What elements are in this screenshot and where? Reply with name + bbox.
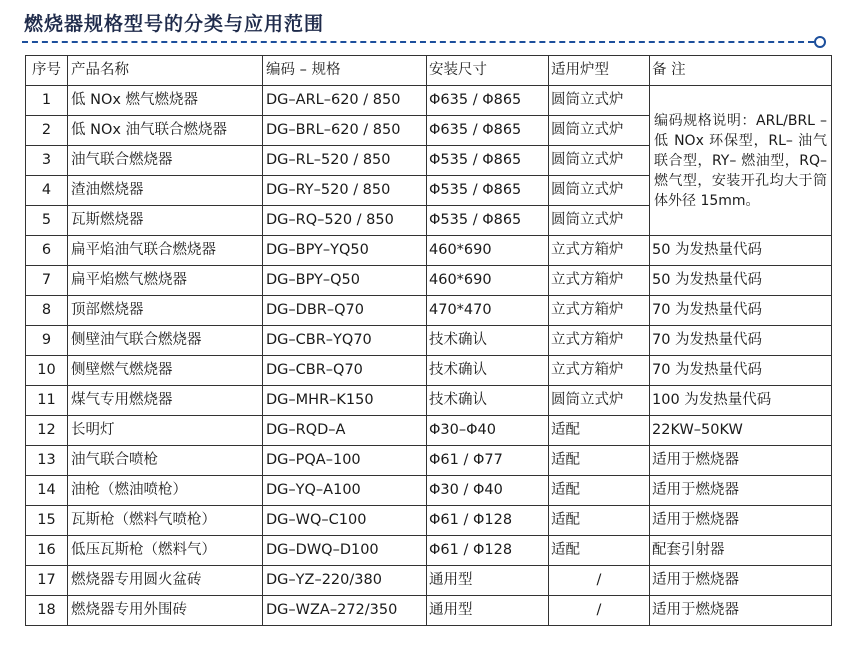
cell-product-name: 煤气专用燃烧器 (68, 386, 263, 416)
cell-code-spec: DG–BPY–YQ50 (263, 236, 427, 266)
cell-code-spec: DG–YZ–220/380 (263, 566, 427, 596)
table-row (26, 386, 832, 416)
cell-index: 17 (26, 566, 68, 596)
table-row (26, 326, 832, 356)
cell-furnace-type: 圆筒立式炉 (549, 206, 650, 236)
cell-furnace-type: 立式方箱炉 (549, 326, 650, 356)
table-row (26, 506, 832, 536)
cell-furnace-type: / (549, 596, 650, 626)
cell-remarks: 50 为发热量代码 (650, 236, 832, 266)
header-remarks: 备 注 (650, 56, 832, 86)
cell-furnace-type: 立式方箱炉 (549, 266, 650, 296)
cell-code-spec: DG–CBR–YQ70 (263, 326, 427, 356)
header-code-spec: 编码 – 规格 (263, 56, 427, 86)
cell-furnace-type: 适配 (549, 416, 650, 446)
cell-furnace-type: 适配 (549, 446, 650, 476)
cell-install-size: Φ30 / Φ40 (427, 476, 549, 506)
header-product-name: 产品名称 (68, 56, 263, 86)
cell-remarks: 适用于燃烧器 (650, 506, 832, 536)
cell-index: 5 (26, 206, 68, 236)
cell-install-size: 470*470 (427, 296, 549, 326)
cell-furnace-type: 立式方箱炉 (549, 296, 650, 326)
cell-index: 8 (26, 296, 68, 326)
cell-product-name: 渣油燃烧器 (68, 176, 263, 206)
cell-remarks: 适用于燃烧器 (650, 476, 832, 506)
cell-install-size: Φ61 / Φ128 (427, 536, 549, 566)
cell-furnace-type: 适配 (549, 536, 650, 566)
cell-install-size: Φ61 / Φ77 (427, 446, 549, 476)
cell-furnace-type: 圆筒立式炉 (549, 386, 650, 416)
cell-code-spec: DG–RL–520 / 850 (263, 146, 427, 176)
cell-remarks: 100 为发热量代码 (650, 386, 832, 416)
cell-remarks: 70 为发热量代码 (650, 356, 832, 386)
cell-index: 12 (26, 416, 68, 446)
cell-product-name: 低压瓦斯枪（燃料气） (68, 536, 263, 566)
cell-install-size: 技术确认 (427, 356, 549, 386)
cell-index: 15 (26, 506, 68, 536)
header-index: 序号 (26, 56, 68, 86)
cell-furnace-type: 圆筒立式炉 (549, 176, 650, 206)
cell-product-name: 瓦斯燃烧器 (68, 206, 263, 236)
cell-remarks: 70 为发热量代码 (650, 296, 832, 326)
cell-install-size: Φ635 / Φ865 (427, 86, 549, 116)
cell-install-size: 460*690 (427, 266, 549, 296)
table-header-row (26, 56, 832, 86)
cell-install-size: Φ535 / Φ865 (427, 176, 549, 206)
table-row (26, 86, 832, 116)
cell-index: 16 (26, 536, 68, 566)
cell-product-name: 长明灯 (68, 416, 263, 446)
cell-remarks: 22KW–50KW (650, 416, 832, 446)
table-row (26, 356, 832, 386)
cell-install-size: 通用型 (427, 566, 549, 596)
cell-code-spec: DG–ARL–620 / 850 (263, 86, 427, 116)
table-row (26, 536, 832, 566)
cell-product-name: 瓦斯枪（燃料气喷枪） (68, 506, 263, 536)
cell-index: 13 (26, 446, 68, 476)
cell-product-name: 油气联合喷枪 (68, 446, 263, 476)
header-furnace-type: 适用炉型 (549, 56, 650, 86)
table-row (26, 596, 832, 626)
cell-index: 10 (26, 356, 68, 386)
cell-code-spec: DG–WZA–272/350 (263, 596, 427, 626)
cell-furnace-type: 圆筒立式炉 (549, 116, 650, 146)
cell-product-name: 油气联合燃烧器 (68, 146, 263, 176)
table-row (26, 266, 832, 296)
page-title: 燃烧器规格型号的分类与应用范围 (24, 13, 325, 35)
cell-furnace-type: 圆筒立式炉 (549, 86, 650, 116)
cell-code-spec: DG–RQD–A (263, 416, 427, 446)
cell-product-name: 侧壁燃气燃烧器 (68, 356, 263, 386)
cell-index: 11 (26, 386, 68, 416)
cell-install-size: Φ30–Φ40 (427, 416, 549, 446)
cell-code-spec: DG–DWQ–D100 (263, 536, 427, 566)
cell-code-spec: DG–PQA–100 (263, 446, 427, 476)
cell-product-name: 油枪（燃油喷枪） (68, 476, 263, 506)
cell-furnace-type: 立式方箱炉 (549, 356, 650, 386)
cell-index: 6 (26, 236, 68, 266)
cell-product-name: 低 NOx 燃气燃烧器 (68, 86, 263, 116)
cell-product-name: 侧壁油气联合燃烧器 (68, 326, 263, 356)
cell-product-name: 扁平焰燃气燃烧器 (68, 266, 263, 296)
cell-index: 2 (26, 116, 68, 146)
cell-code-spec: DG–DBR–Q70 (263, 296, 427, 326)
cell-install-size: Φ61 / Φ128 (427, 506, 549, 536)
cell-install-size: 460*690 (427, 236, 549, 266)
cell-code-spec: DG–WQ–C100 (263, 506, 427, 536)
cell-index: 9 (26, 326, 68, 356)
cell-install-size: 技术确认 (427, 386, 549, 416)
merged-note: 编码规格说明：ARL/BRL – 低 NOx 环保型，RL– 油气联合型，RY– 燃油型，RQ– 燃气型，安装开孔均大于筒体外径 15mm。 (650, 86, 832, 236)
cell-install-size: 通用型 (427, 596, 549, 626)
cell-furnace-type: 圆筒立式炉 (549, 146, 650, 176)
title-divider (22, 41, 814, 43)
cell-product-name: 扁平焰油气联合燃烧器 (68, 236, 263, 266)
cell-remarks: 适用于燃烧器 (650, 596, 832, 626)
cell-product-name: 顶部燃烧器 (68, 296, 263, 326)
cell-install-size: 技术确认 (427, 326, 549, 356)
table-row (26, 566, 832, 596)
cell-code-spec: DG–RQ–520 / 850 (263, 206, 427, 236)
cell-install-size: Φ535 / Φ865 (427, 206, 549, 236)
cell-code-spec: DG–RY–520 / 850 (263, 176, 427, 206)
table-row (26, 416, 832, 446)
cell-furnace-type: 立式方箱炉 (549, 236, 650, 266)
cell-furnace-type: / (549, 566, 650, 596)
cell-remarks: 适用于燃烧器 (650, 446, 832, 476)
cell-product-name: 燃烧器专用外围砖 (68, 596, 263, 626)
cell-remarks: 适用于燃烧器 (650, 566, 832, 596)
cell-code-spec: DG–BRL–620 / 850 (263, 116, 427, 146)
table-row (26, 446, 832, 476)
cell-index: 4 (26, 176, 68, 206)
cell-code-spec: DG–BPY–Q50 (263, 266, 427, 296)
table-row (26, 476, 832, 506)
cell-product-name: 低 NOx 油气联合燃烧器 (68, 116, 263, 146)
cell-index: 7 (26, 266, 68, 296)
cell-install-size: Φ635 / Φ865 (427, 116, 549, 146)
cell-furnace-type: 适配 (549, 506, 650, 536)
header-install-size: 安装尺寸 (427, 56, 549, 86)
cell-code-spec: DG–MHR–K150 (263, 386, 427, 416)
cell-index: 14 (26, 476, 68, 506)
table-row (26, 236, 832, 266)
cell-install-size: Φ535 / Φ865 (427, 146, 549, 176)
table-row (26, 296, 832, 326)
cell-product-name: 燃烧器专用圆火盆砖 (68, 566, 263, 596)
cell-remarks: 配套引射器 (650, 536, 832, 566)
cell-index: 1 (26, 86, 68, 116)
cell-remarks: 70 为发热量代码 (650, 326, 832, 356)
cell-index: 18 (26, 596, 68, 626)
cell-code-spec: DG–YQ–A100 (263, 476, 427, 506)
divider-end-circle-icon (814, 36, 826, 48)
cell-index: 3 (26, 146, 68, 176)
cell-furnace-type: 适配 (549, 476, 650, 506)
cell-remarks: 50 为发热量代码 (650, 266, 832, 296)
spec-table (25, 55, 832, 626)
cell-code-spec: DG–CBR–Q70 (263, 356, 427, 386)
